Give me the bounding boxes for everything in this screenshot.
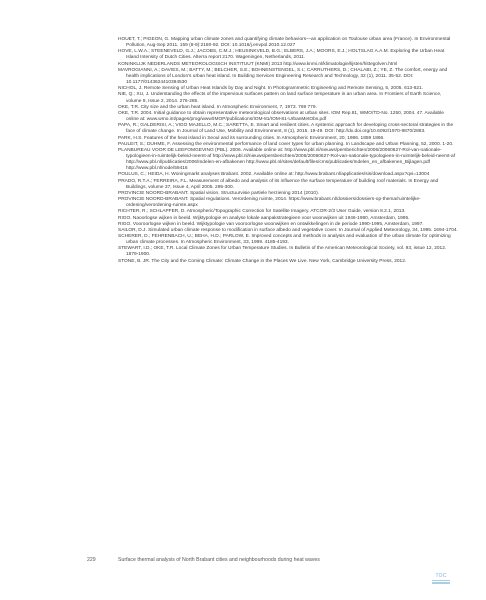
reference-entry: PROVINCIE NOORD-BRABANT. Spatial regulations. Verordening ruimte, 2014. https://www.brabant.nl/dossiers/dossiers-op-thema/ruimtelijke-ordening/verordening-ruimte.aspx	[118, 197, 421, 209]
toc-link[interactable]	[430, 573, 452, 585]
reference-entry: SCHERER, D.; FEHRENBACH, U.; BEHA, H.D.; PARLOW, E. Improved concepts and methods in analysis and evaluation of the urban climate for optimizing urban climate processes. In Atmospheric Environment, 33, 1999. 4185-4193.	[118, 234, 451, 246]
toc-icon	[430, 580, 452, 584]
page-footer	[0, 555, 486, 567]
reference-list	[118, 37, 458, 265]
reference-entry: KONINKLIJK NEDERLANDS METEOROLOGISCH INSTITUUT (KNMI) 2013 http://www.knmi.nl/klimatologie/lijsten/hittegolven.html	[118, 61, 398, 67]
reference-entry: HOUET, T.; PIGEON, G. Mapping urban climate zones and quantifying climate behaviors—an application on Toulouse urban area (France). In Environmental Pollution, Aug-Sep 2011. 159 (8-9):2180-92. DOI: 10.1016/j.envpol.2010.12.027	[118, 37, 451, 49]
reference-entry: PRADO, R.T.A.; FERREIRA, F.L. Measurement of albedo and analysis of its influence the surface temperature of building roof materials. In Energy and Buildings, volume 37, Issue 4, April 2005. 295-300.	[118, 178, 439, 190]
reference-entry: OKE, T.R. City size and the urban heat island. In Atmospheric Environment, 7, 1973. 769 779.	[118, 104, 317, 110]
reference-entry: PAULEIT, S.; DUHME, F. Assessing the environmental performance of land cover types for urban planning. In Landscape and Urban Planning, 52, 2000. 1-20.	[118, 141, 454, 147]
reference-entry: NIE, Q.; XU, J. Understanding the effects of the impervious surfaces pattern on land surface temperature in an urban area. In Frontiers of Earth Science, volume 9, Issue 2, 2014. 276-285.	[118, 92, 442, 104]
page-number: 229	[87, 557, 96, 563]
reference-entry: RIGO. Vooroorlogse wijken in beeld. Wijktypologie van vooroorlogse woonwijken en ontwikkelingen in de periode 1990-1995, Amsterdam, 1997.	[118, 221, 424, 227]
reference-entry: OKE, T.R. 2004. Initial guidance to obtain representative meteorological observations at urban sites. IOM Rep.81, WMO/TD-No. 1250, 2004. 47. Available online at: www.wmo.int/pages/prog/www/IMOP/publications/IOM-81/IOM-81-UrbanMetObs.pdf	[118, 110, 444, 123]
reference-entry: HOVE, L.W.A.; STEENEVELD, G.J.; JACOBS, C.M.J.; HEUSINKVELD, B.G.; ELBERS, J.A.; MOORS, E.J.; HOLTSLAG A.A.M. Exploring the Urban Heat Island Intensity of Dutch Cities. Alterra report 2170. Wageningen, Netherlands, 2011.	[118, 49, 445, 61]
reference-entry: RICHTER, R.; SCHLAPFER, D. Atmospheric/Topographic Correction for Satellite Imagery. ATCOR-2/3 User Guide, version 8.2.1, 2013.	[118, 209, 406, 215]
reference-entry: RIGO. Naoorlogse wijken in beeld. Wijktypologie en analyse lokale aanpakstrategieen voor woonwijken uit 1946-1980, Amsterdam, 1995.	[118, 215, 410, 221]
reference-entry: POULUS, C.; HEIDA, H. Woningmarkt analyses Brabant. 2002. Available online at: http://www.brabant.nl/applicaties/sis/download.aspx?qvi=13004	[118, 172, 430, 178]
reference-entry: STONE, B. JR. The City and the Coming Climate: Climate Change in the Places We Live. New York, Cambridge University Press, 2012.	[118, 258, 407, 264]
reference-entry: STEWART, I.D.; OKE, T.R. Local Climate Zones for Urban Temperature Studies. In Bulletin of the American Meteorological Society, vol. 93, issue 12, 2012. 1879-1900.	[118, 246, 447, 258]
reference-entry: PLANBUREAU VOOR DE LEEFOMGEVING (PBL). 2006. Available online at: http://www.pbl.nl/nieuws/persberichten/2006/20060627-Rol-van-nationale-typologieen-in-ruimtelijk-beleid-neemt-af http://www.pbl.nl/nieuws/persberichten/2006/20060627-Rol-van-nationale-typologieen-in-ruimtelijk-beleid-neemt-af http://www.pbl.nl/publicaties/2006/Indelen-en-afbakenen http://www.pbl.nl/sites/default/files/cms/publicaties/Indelen_en_afbakenen_Bijlagen.pdf http://www.pbl.nl/node/59416	[118, 147, 456, 172]
toc-label: TOC	[435, 573, 447, 579]
running-title: Surface thermal analysis of North Brabant cities and neighbourhoods during heat waves	[118, 557, 320, 563]
reference-entry: MAVROGIANNI, A.; DAVIES, M.; BATTY, M.; BELCHER, S.E.; BOHNENSTENGEL, S.I.; CARRUTHERS, D.; CHALABI, Z.; YE, Z. The comfort, energy and health implications of London's urban heat island. In Building Services Engineering Research and Technology, 32 (1), 2011. 35-52. DOI: 10.1177/0143624410394530	[118, 67, 448, 86]
reference-entry: PARK, H.S. Features of the heat island in Seoul and its surrounding cities. In Atmospheric Environment, 20, 1986. 1859 1866.	[118, 135, 385, 141]
reference-entry: NICHOL, J. Remote Sensing of Urban Heat Islands by Day and Night. In Photogrammetric Engineering and Remote Sensing, 5, 2005. 613-621.	[118, 86, 424, 92]
reference-entry: PAPA, R.; GALDERISI, A.; VIGO MAJELLO, M.C.; SARETTA, E. Smart and resilient cities. A systemic approach for developing cross-sectoral strategies in the face of climate change. In Journal of Land Use, Mobility and Environment, 8 (1), 2015. 19-49. DOI: http://dx.doi.org/10.6092/1970-9870/2883.	[118, 123, 454, 135]
reference-entry: PROVINCIE NOORD-BRABANT. Spatial vision. Structuurvisie partiele herziening 2014 (2010).	[118, 190, 320, 196]
reference-entry: SAILOR, D.J. Simulated urban climate response to modification in surface albedo and vegetative cover. In Journal of Applied Meteorology, 34, 1995. 1694-1704.	[118, 227, 458, 233]
